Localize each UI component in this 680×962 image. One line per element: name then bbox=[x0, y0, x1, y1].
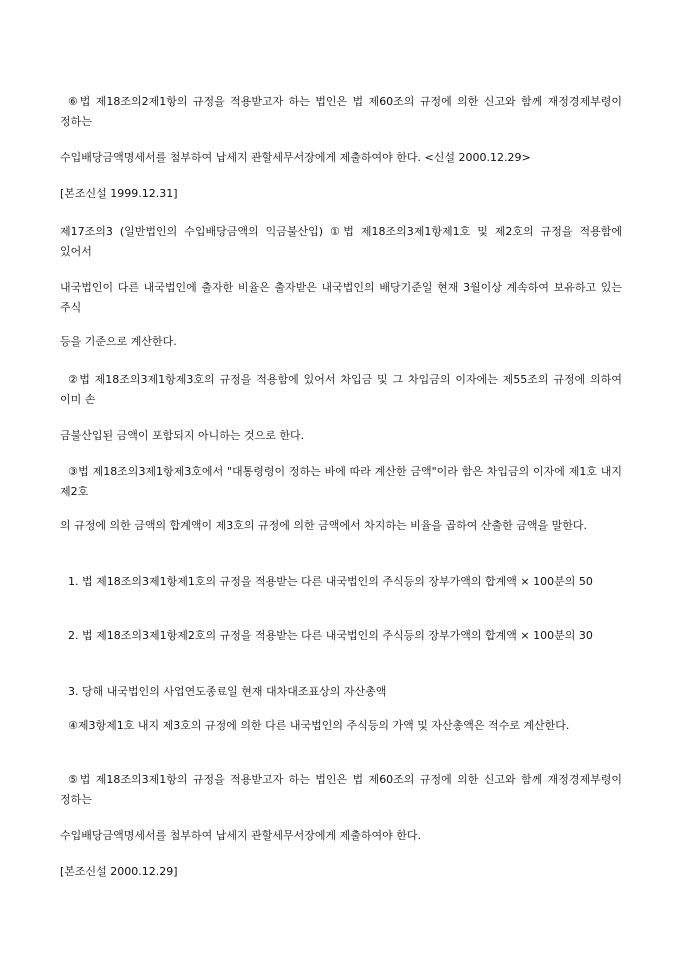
paragraph-14: [본조신설 2000.12.29] bbox=[60, 865, 178, 878]
paragraph-2: 수입배당금액명세서를 첨부하여 납세지 관할세무서장에게 제출하여야 한다. <신설 2000.12.29> bbox=[60, 151, 531, 164]
paragraph-10: 의 규정에 의한 금액의 합계액이 제3호의 규정에 의한 금액에서 차지하는 비율을 곱하여 산출한 금액을 말한다. bbox=[60, 519, 587, 532]
paragraph-6: 등을 기준으로 계산한다. bbox=[60, 335, 177, 348]
paragraph-8: 금불산입된 금액이 포함되지 아니하는 것으로 한다. bbox=[60, 429, 305, 442]
list-item-2: 2. 법 제18조의3제1항제2호의 규정을 적용받는 다른 내국법인의 주식등의 장부가액의 합계액 × 100분의 30 bbox=[68, 629, 593, 642]
paragraph-7: ②법 제18조의3제1항제3호의 규정을 적용함에 있어서 차입금 및 그 차입금의 이자에는 제55조의 규정에 의하여 이미 손 bbox=[60, 373, 622, 406]
paragraph-13: 수입배당금액명세서를 첨부하여 납세지 관할세무서장에게 제출하여야 한다. bbox=[60, 829, 422, 842]
paragraph-1: ⑥법 제18조의2제1항의 규정을 적용받고자 하는 법인은 법 제60조의 규정에 의한 신고와 함께 재정경제부령이 정하는 bbox=[60, 95, 622, 128]
list-item-3: 3. 당해 내국법인의 사업연도종료일 현재 대차대조표상의 자산총액 bbox=[68, 685, 387, 698]
paragraph-3: [본조신설 1999.12.31] bbox=[60, 187, 178, 200]
paragraph-12: ⑤법 제18조의3제1항의 규정을 적용받고자 하는 법인은 법 제60조의 규정에 의한 신고와 함께 재정경제부령이 정하는 bbox=[60, 773, 622, 806]
paragraph-11: ④제3항제1호 내지 제3호의 규정에 의한 다른 내국법인의 주식등의 가액 및 자산총액은 적수로 계산한다. bbox=[68, 719, 570, 732]
paragraph-5: 내국법인이 다른 내국법인에 출자한 비율은 출자받은 내국법인의 배당기준일 현재 3월이상 계속하여 보유하고 있는 주식 bbox=[60, 281, 622, 314]
list-item-1: 1. 법 제18조의3제1항제1호의 규정을 적용받는 다른 내국법인의 주식등의 장부가액의 합계액 × 100분의 50 bbox=[68, 575, 593, 588]
paragraph-9: ③법 제18조의3제1항제3호에서 "대통령령이 정하는 바에 따라 계산한 금액"이라 함은 차입금의 이자에 제1호 내지 제2호 bbox=[60, 465, 622, 498]
paragraph-4: 제17조의3 (일반법인의 수입배당금액의 익금불산입) ①법 제18조의3제1항제1호 및 제2호의 규정을 적용함에 있어서 bbox=[60, 225, 622, 258]
